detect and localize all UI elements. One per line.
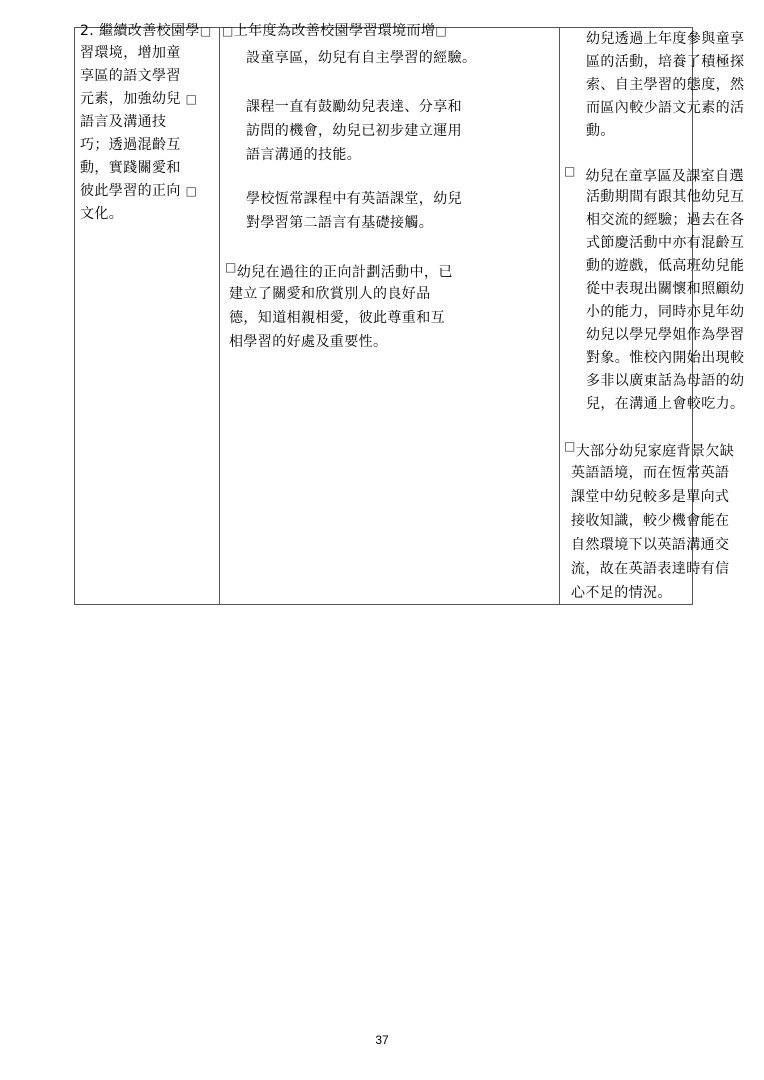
goal-line-7: 動，實踐關愛和 — [80, 160, 181, 176]
missing-glyph-icon: □ — [199, 24, 212, 38]
goal-line-1: 2. 繼續改善校園學□ — [80, 23, 212, 39]
status-line-3: 課程一直有鼓勵幼兒表達、分享和 — [246, 99, 462, 115]
analysis-line-18: 英語語境，而在恆常英語 — [571, 465, 730, 481]
analysis-line-17: □大部分幼兒家庭背景欠缺 — [564, 439, 735, 460]
status-line-11: 相學習的好處及重要性。 — [229, 334, 388, 350]
goal-line-6: 巧；透過混齡互 — [80, 137, 181, 153]
goal-line-9: 文化。 — [80, 206, 124, 222]
goal-line-5: 語言及溝通技 — [80, 114, 167, 130]
missing-glyph-icon: □ — [435, 24, 448, 38]
analysis-line-2: 區的活動，培養了積極探 — [586, 54, 745, 70]
missing-glyph-icon: □ — [222, 24, 234, 38]
page-number: 37 — [375, 1033, 389, 1047]
goal-line-4: 元素，加強幼兒 □ — [80, 91, 198, 107]
goal-line-3: 享區的語文學習 — [80, 68, 181, 84]
analysis-line-4: 而區內較少語文元素的活 — [586, 100, 745, 116]
status-line-1: □上年度為改善校園學習環境而增□ — [222, 23, 448, 39]
analysis-line-21: 自然環境下以英語溝通交 — [571, 537, 730, 553]
analysis-line-15: 多非以廣東話為母語的幼 — [586, 373, 745, 389]
analysis-line-7: 活動期間有跟其他幼兒互 — [586, 189, 745, 205]
analysis-line-20: 接收知識，較少機會能在 — [571, 513, 730, 529]
status-line-8: □幼兒在過往的正向計劃活動中，已 — [225, 260, 453, 281]
status-line-4: 訪問的機會，幼兒已初步建立運用 — [246, 123, 462, 139]
analysis-line-22: 流，故在英語表達時有信 — [571, 561, 730, 577]
analysis-line-14: 對象。惟校內開始出現較 — [586, 350, 745, 366]
status-line-2: 設童享區，幼兒有自主學習的經驗。 — [246, 50, 477, 66]
missing-glyph-icon: □ — [564, 439, 576, 453]
analysis-line-19: 課堂中幼兒較多是單向式 — [571, 489, 730, 505]
analysis-line-1: 幼兒透過上年度參與童享 — [586, 31, 745, 47]
missing-glyph-icon: □ — [185, 184, 198, 198]
status-line-7: 對學習第二語言有基礎接觸。 — [246, 215, 434, 231]
status-line-9: 建立了關愛和欣賞別人的良好品 — [229, 286, 431, 302]
goal-line-2: 習環境，增加童 — [80, 45, 181, 61]
column-goal — [75, 23, 220, 604]
analysis-line-16: 兒，在溝通上會較吃力。 — [586, 396, 745, 412]
missing-glyph-icon: □ — [225, 260, 237, 274]
analysis-line-5: 動。 — [586, 123, 615, 139]
analysis-line-10: 動的遊戲，低高班幼兒能 — [586, 258, 745, 274]
column-status — [219, 23, 560, 604]
analysis-line-13: 幼兒以學兄學姐作為學習 — [586, 327, 745, 343]
content-table — [74, 23, 745, 605]
analysis-line-11: 從中表現出關懷和照顧幼 — [586, 281, 745, 297]
status-line-5: 語言溝通的技能。 — [246, 147, 362, 163]
analysis-line-3: 索、自主學習的態度，然 — [586, 77, 745, 93]
analysis-line-6: □ 幼兒在童享區及課室自選 — [564, 164, 744, 185]
analysis-line-23: 心不足的情況。 — [571, 585, 672, 601]
status-line-6: 學校恆常課程中有英語課堂，幼兒 — [246, 191, 462, 207]
goal-line-8: 彼此學習的正向 □ — [80, 183, 198, 199]
missing-glyph-icon: □ — [185, 92, 198, 106]
analysis-line-12: 小的能力，同時亦見年幼 — [586, 304, 745, 320]
missing-glyph-icon: □ — [564, 164, 576, 178]
column-analysis — [559, 28, 745, 604]
analysis-line-9: 式節慶活動中亦有混齡互 — [586, 235, 745, 251]
status-line-10: 德，知道相親相愛，彼此尊重和互 — [229, 310, 445, 326]
analysis-line-8: 相交流的經驗；過去在各 — [586, 212, 745, 228]
